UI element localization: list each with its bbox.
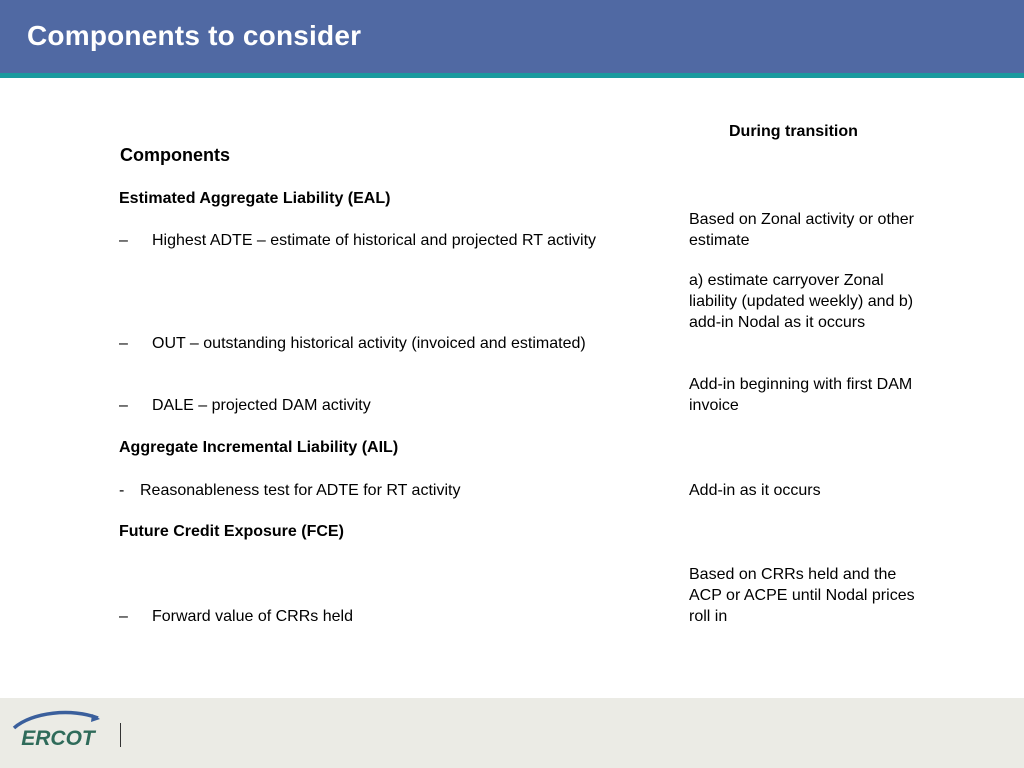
row-bullet-crr: – bbox=[119, 608, 128, 625]
slide-title: Components to consider bbox=[27, 20, 362, 51]
section-heading-fce: Future Credit Exposure (FCE) bbox=[119, 523, 344, 540]
footer-bar bbox=[0, 698, 1024, 768]
row-bullet-dale: – bbox=[119, 397, 128, 414]
row-text-adte: Highest ADTE – estimate of historical and projected RT activity bbox=[152, 232, 597, 249]
row-bullet-adte: – bbox=[119, 232, 128, 249]
title-bar-accent-rule bbox=[0, 73, 1024, 78]
row-note-adte: Based on Zonal activity or other estimate bbox=[689, 211, 915, 249]
row-note-crr: Based on CRRs held and the ACP or ACPE until Nodal prices roll in bbox=[689, 566, 915, 625]
column-header-during-transition: During transition bbox=[729, 123, 858, 140]
row-text-crr: Forward value of CRRs held bbox=[152, 608, 353, 625]
row-note-reasonableness: Add-in as it occurs bbox=[689, 482, 821, 499]
row-text-out: OUT – outstanding historical activity (invoiced and estimated) bbox=[152, 335, 586, 352]
row-note-out: a) estimate carryover Zonal liability (updated weekly) and b) add-in Nodal as it occurs bbox=[689, 272, 914, 331]
row-bullet-out: – bbox=[119, 335, 128, 352]
row-text-dale: DALE – projected DAM activity bbox=[152, 397, 371, 414]
logo-wordmark: ERCOT bbox=[21, 727, 95, 750]
row-note-dale: Add-in beginning with first DAM invoice bbox=[689, 376, 913, 414]
footer-divider bbox=[120, 723, 121, 747]
ercot-logo bbox=[10, 706, 105, 752]
section-heading-eal: Estimated Aggregate Liability (EAL) bbox=[119, 190, 391, 207]
section-heading-ail: Aggregate Incremental Liability (AIL) bbox=[119, 439, 399, 456]
logo-swoosh-icon bbox=[14, 713, 98, 728]
logo-swoosh-tip-icon bbox=[91, 714, 100, 722]
row-text-reasonableness: Reasonableness test for ADTE for RT activity bbox=[140, 482, 461, 499]
column-header-components: Components bbox=[120, 145, 230, 165]
row-bullet-reasonableness: - bbox=[119, 482, 125, 499]
